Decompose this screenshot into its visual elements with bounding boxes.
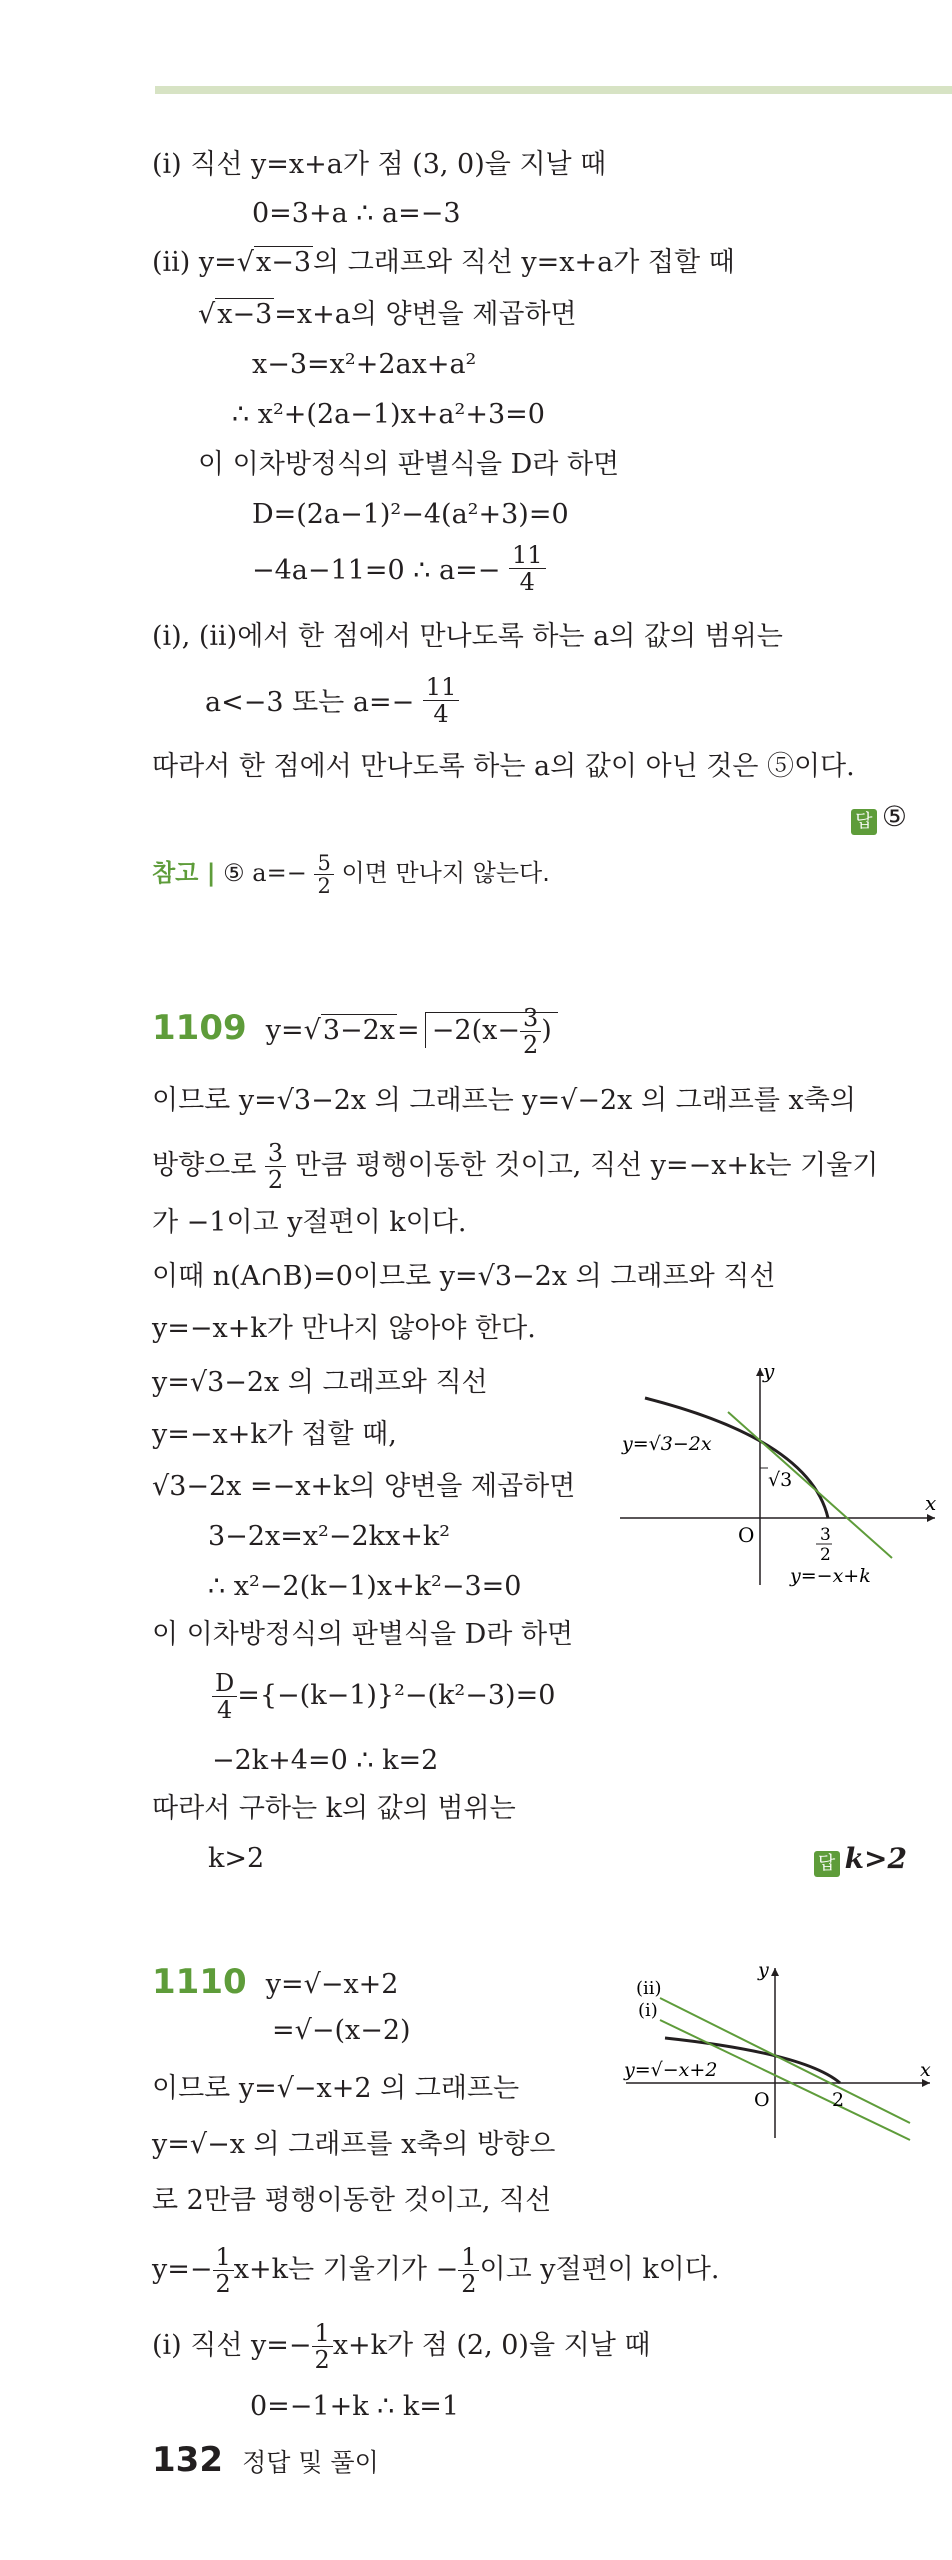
case-1-eq: 0=3+a ∴ a=−3: [252, 198, 461, 229]
answer-badge: 답: [851, 809, 877, 835]
footer: [152, 2440, 379, 2480]
p1109-line2: 방향으로 $\frac{3}{2}$ 만큼 평행이동한 것이고, 직선 y=−x+k는 기울기: [152, 1139, 879, 1194]
footer-label: 정답 및 풀이: [242, 2448, 379, 2477]
p1109-line10: ∴ x²−2(k−1)x+k²−3=0: [208, 1571, 522, 1602]
range-text: (ⅰ), (ⅱ)에서 한 점에서 만나도록 하는 a의 값의 범위는: [152, 621, 783, 652]
discriminant-eq: D=(2a−1)²−4(a²+3)=0: [252, 499, 569, 530]
p1109-line1: 이므로 y=√3−2x 의 그래프는 y=√−2x 의 그래프를 x축의: [152, 1085, 856, 1116]
xn-label: 3: [820, 1525, 831, 1545]
x-label: x: [920, 2059, 931, 2081]
discriminant-text: 이 이차방정식의 판별식을 D라 하면: [198, 449, 620, 480]
graph-1110: [620, 1958, 940, 2148]
case-2-line: (ⅱ) y=√x−3의 그래프와 직선 y=x+a가 접할 때: [152, 247, 735, 278]
eq-expand: x−3=x²+2ax+a²: [252, 349, 477, 380]
line-label: y=−x+k: [790, 1565, 871, 1587]
answer-top: 답 ⑤: [851, 800, 907, 835]
line-ii-label: (ⅱ): [636, 1978, 662, 1999]
problem-number: 1110: [152, 1962, 247, 2002]
p1110-line1: 이므로 y=√−x+2 의 그래프는: [152, 2073, 520, 2104]
note: 참고 | ⑤ a=− $\frac{5}{2}$ 이면 만나지 않는다.: [152, 851, 550, 898]
origin-label: O: [754, 2089, 770, 2111]
p1109-line7: y=−x+k가 접할 때,: [152, 1419, 397, 1450]
p1109-line3: 가 −1이고 y절편이 k이다.: [152, 1207, 467, 1238]
p1109-line13: −2k+4=0 ∴ k=2: [212, 1745, 439, 1776]
p1109-line8: √3−2x =−x+k의 양변을 제곱하면: [152, 1471, 576, 1502]
p1109-line12: $\frac{D}{4}$ ={−(k−1)}²−(k²−3)=0: [212, 1670, 555, 1723]
line-i-label: (ⅰ): [638, 2000, 658, 2021]
p1110-head2: =√−(x−2): [272, 2015, 411, 2046]
p1109-line4: 이때 n(A∩B)=0이므로 y=√3−2x 의 그래프와 직선: [152, 1261, 776, 1292]
problem-1110-header: 1110 y=√−x+2: [152, 1962, 399, 2002]
page-number: 132: [152, 2440, 223, 2480]
x-label: x: [925, 1491, 937, 1515]
graph-1109: [610, 1360, 940, 1600]
a-solution: −4a−11=0 ∴ a=− $\frac{11}{4}$: [252, 548, 546, 595]
sqrt3-label: √3: [768, 1469, 793, 1491]
p1110-line3: 로 2만큼 평행이동한 것이고, 직선: [152, 2185, 552, 2216]
conclusion: 따라서 한 점에서 만나도록 하는 a의 값이 아닌 것은 ⑤이다.: [152, 751, 855, 782]
square-both-sides: √x−3=x+a의 양변을 제곱하면: [198, 299, 577, 330]
eq-quadratic: ∴ x²+(2a−1)x+a²+3=0: [232, 399, 545, 430]
y-label: y: [758, 1959, 769, 1981]
p1110-line4: y=− $\frac{1}{2}$ x+k는 기울기가 − $\frac{1}{2}$ 이고 y절편이 k이다.: [152, 2243, 720, 2298]
p1110-line5: (ⅰ) 직선 y=− $\frac{1}{2}$ x+k가 점 (2, 0)을 지날 때: [152, 2319, 651, 2374]
origin-label: O: [738, 1523, 755, 1547]
case-1-line: (ⅰ) 직선 y=x+a가 점 (3, 0)을 지날 때: [152, 149, 607, 180]
p1110-line6: 0=−1+k ∴ k=1: [250, 2391, 460, 2422]
x-intercept-label: 2: [832, 2089, 845, 2111]
sqrt-curve: [645, 1398, 828, 1518]
p1110-line2: y=√−x 의 그래프를 x축의 방향으: [152, 2129, 556, 2160]
p1109-line5: y=−x+k가 만나지 않아야 한다.: [152, 1313, 536, 1344]
xd-label: 2: [820, 1545, 831, 1565]
problem-number: 1109: [152, 1008, 247, 1048]
range-eq: a<−3 또는 a=− $\frac{11}{4}$: [205, 680, 459, 727]
curve-label: y=√3−2x: [622, 1433, 712, 1455]
curve-label: y=√−x+2: [624, 2059, 718, 2081]
problem-1109-header: 1109 y=√3−2x= −2(x− $\frac{3}{2}$ ): [152, 1005, 558, 1058]
p1109-line15: k>2: [208, 1843, 265, 1874]
p1109-line6: y=√3−2x 의 그래프와 직선: [152, 1367, 488, 1398]
answer-1109: 답 k>2: [814, 1842, 907, 1877]
x-arrow: [927, 1514, 935, 1522]
p1109-line9: 3−2x=x²−2kx+k²: [208, 1521, 451, 1552]
header-rule: [155, 86, 952, 94]
p1109-line11: 이 이차방정식의 판별식을 D라 하면: [152, 1619, 574, 1650]
p1109-line14: 따라서 구하는 k의 값의 범위는: [152, 1793, 516, 1824]
y-label: y: [763, 1360, 775, 1383]
